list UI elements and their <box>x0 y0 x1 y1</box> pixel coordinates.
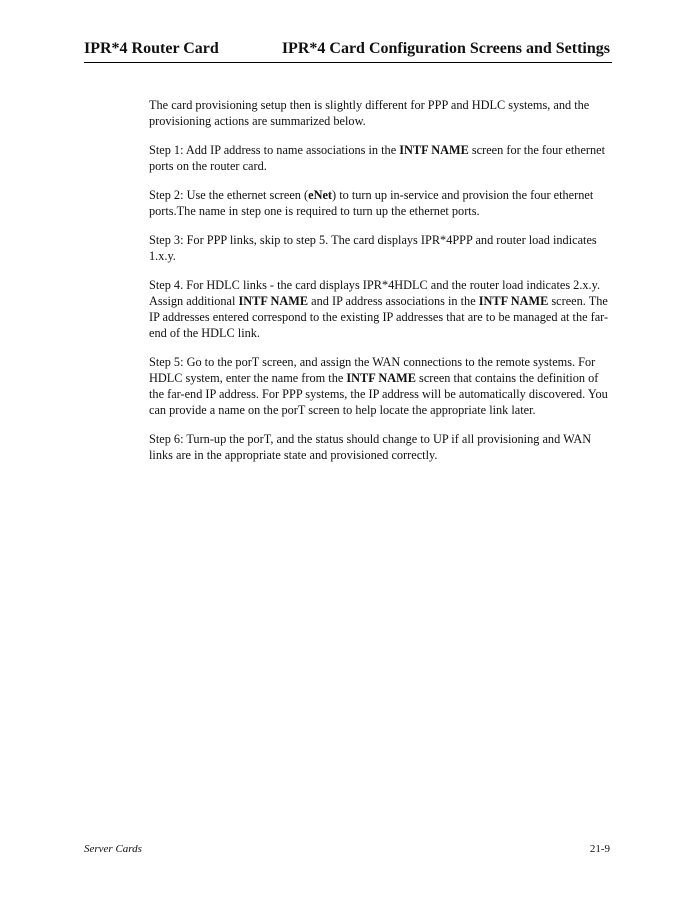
step-2-text-end: ) to turn up in-service and provision the four ethernet ports.The name in step one is required to turn up the ethernet ports. <box>149 188 594 218</box>
intro-paragraph: The card provisioning setup then is slightly different for PPP and HDLC systems, and the provisioning actions are summarized below. <box>149 98 590 128</box>
step-1-bold: INTF NAME <box>399 143 469 157</box>
page-body <box>149 97 615 476</box>
step-2-bold: eNet <box>308 188 333 202</box>
step-4-bold-1: INTF NAME <box>238 294 309 308</box>
step-5-text: Step 5: Go to the porT screen, and assign the WAN connections to the remote systems. For HDLC system, enter the name from the <box>149 355 596 385</box>
step-4-text: Step 4. For HDLC links - the card displays IPR*4HDLC and the router load indicates 2.x.y. Assign additional <box>149 278 601 308</box>
step-4-text-mid: and IP address associations in the <box>308 294 479 308</box>
step-5-paragraph <box>149 354 615 418</box>
step-2-paragraph <box>149 187 615 219</box>
page-header <box>84 40 612 63</box>
step-4-text-end: screen. The IP addresses entered correspond to the existing IP addresses that are to be managed at the far-end of the HDLC link. <box>149 294 609 340</box>
step-5-text-end: screen that contains the definition of the far-end IP address. For PPP systems, the IP address will be automatically discovered. You can provide a name on the porT screen to help locate the appropriate link later. <box>149 371 608 417</box>
step-2-text: Step 2: Use the ethernet screen ( <box>149 188 309 202</box>
footer-page-number: 21-9 <box>589 843 610 855</box>
footer-section-name: Server Cards <box>84 843 142 855</box>
step-1-paragraph <box>149 142 615 174</box>
step-1-text: Step 1: Add IP address to name associations in the <box>149 143 400 157</box>
step-5-bold: INTF NAME <box>346 371 416 385</box>
step-4-paragraph <box>149 277 615 341</box>
header-chapter-title: IPR*4 Router Card <box>84 40 219 57</box>
step-3-text: Step 3: For PPP links, skip to step 5. The card displays IPR*4PPP and router load indicates 1.x.y. <box>149 233 597 263</box>
step-6-text: Step 6: Turn-up the porT, and the status should change to UP if all provisioning and WAN links are in the appropriate state and provisioned correctly. <box>149 432 592 462</box>
step-6-paragraph <box>149 431 615 463</box>
step-4-bold-2: INTF NAME <box>478 294 549 308</box>
step-1-text-end: screen for the four ethernet ports on the router card. <box>149 143 606 173</box>
header-section-title: IPR*4 Card Configuration Screens and Settings <box>281 40 610 57</box>
step-3-paragraph <box>149 232 615 264</box>
